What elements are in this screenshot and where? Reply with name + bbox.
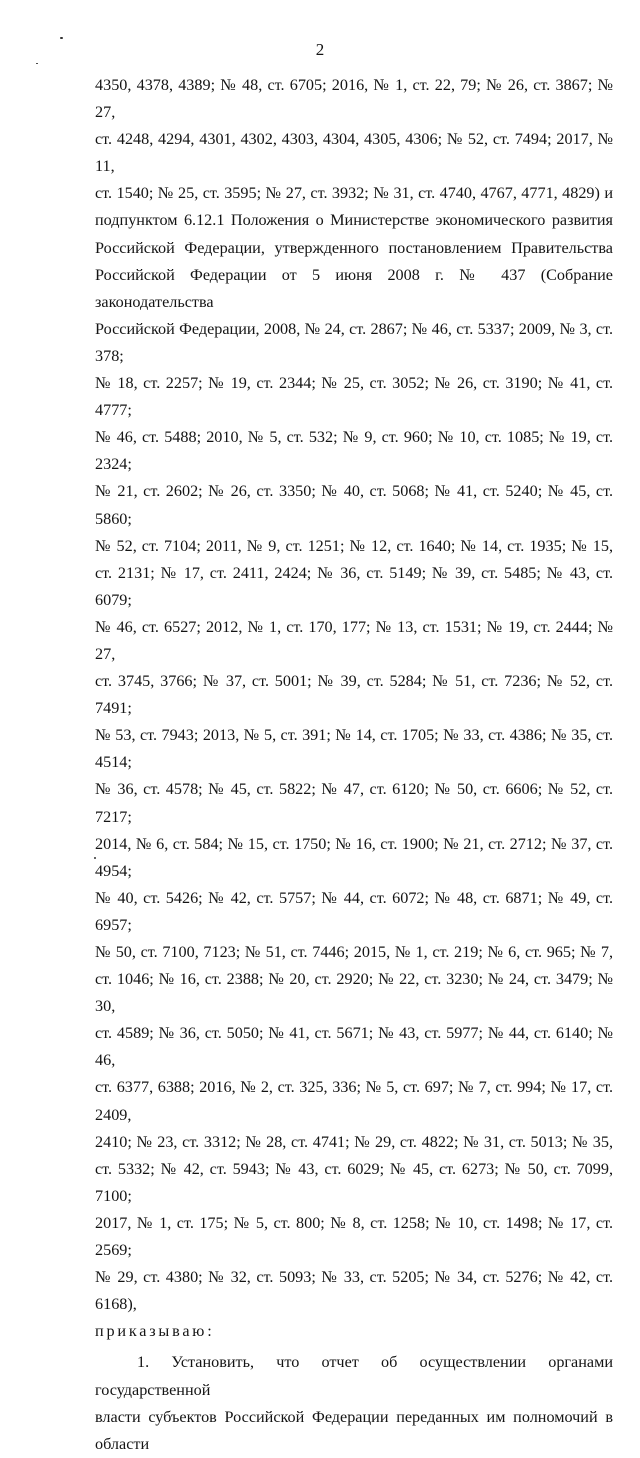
page-number: 2: [315, 40, 325, 59]
text-line: № 52, ст. 7104; 2011, № 9, ст. 1251; № 12, ст. 1640; № 14, ст. 1935; № 15,: [95, 536, 613, 555]
text-line: № 40, ст. 5426; № 42, ст. 5757; № 44, ст. 6072; № 48, ст. 6871; № 49, ст. 6957;: [95, 888, 613, 934]
text-line: Российской Федерации от 5 июня 2008 г. № 437 (Собрание законодательства: [95, 265, 613, 311]
text-line: ст. 5332; № 42, ст. 5943; № 43, ст. 6029; № 45, ст. 6273; № 50, ст. 7099, 7100;: [95, 1159, 613, 1205]
text-line: ст. 4589; № 36, ст. 5050; № 41, ст. 5671; № 43, ст. 5977; № 44, ст. 6140; № 46,: [95, 1024, 613, 1070]
text-line: Российской Федерации, утвержденного постановлением Правительства: [95, 238, 613, 257]
text-line: № 46, ст. 6527; 2012, № 1, ст. 170, 177; № 13, ст. 1531; № 19, ст. 2444; № 27,: [95, 617, 613, 663]
item-1-line: 1. Установить, что отчет об осуществлении органами государственной: [95, 1353, 613, 1399]
order-word: приказываю:: [95, 1322, 215, 1341]
text-line: № 50, ст. 7100, 7123; № 51, ст. 7446; 2015, № 1, ст. 219; № 6, ст. 965; № 7,: [95, 943, 613, 961]
text-line: подпунктом 6.12.1 Положения о Министерстве экономического развития: [95, 211, 613, 230]
text-line: ст. 4248, 4294, 4301, 4302, 4303, 4304, 4305, 4306; № 52, ст. 7494; 2017, № 11,: [95, 130, 613, 176]
text-line: № 21, ст. 2602; № 26, ст. 3350; № 40, ст. 5068; № 41, ст. 5240; № 45, ст. 5860;: [95, 482, 613, 528]
document-body: [95, 72, 613, 1458]
text-line: № 18, ст. 2257; № 19, ст. 2344; № 25, ст. 3052; № 26, ст. 3190; № 41, ст. 4777;: [95, 374, 613, 420]
text-line: № 29, ст. 4380; № 32, ст. 5093; № 33, ст. 5205; № 34, ст. 5276; № 42, ст. 6168),: [95, 1268, 613, 1314]
text-line: ст. 1046; № 16, ст. 2388; № 20, ст. 2920; № 22, ст. 3230; № 24, ст. 3479; № 30,: [95, 970, 613, 1016]
scan-speck: [60, 37, 63, 39]
text-line: ст. 6377, 6388; 2016, № 2, ст. 325, 336; № 5, ст. 697; № 7, ст. 994; № 17, ст. 2409,: [95, 1078, 613, 1124]
text-line: № 36, ст. 4578; № 45, ст. 5822; № 47, ст. 6120; № 50, ст. 6606; № 52, ст. 7217;: [95, 780, 613, 826]
text-line: № 46, ст. 5488; 2010, № 5, ст. 532; № 9, ст. 960; № 10, ст. 1085; № 19, ст. 2324;: [95, 428, 613, 474]
text-line: Российской Федерации, 2008, № 24, ст. 2867; № 46, ст. 5337; 2009, № 3, ст. 378;: [95, 319, 613, 365]
scan-speck: [36, 63, 38, 64]
text-line: ст. 3745, 3766; № 37, ст. 5001; № 39, ст. 5284; № 51, ст. 7236; № 52, ст. 7491;: [95, 672, 613, 718]
text-line: 2017, № 1, ст. 175; № 5, ст. 800; № 8, ст. 1258; № 10, ст. 1498; № 17, ст. 2569;: [95, 1213, 613, 1260]
text-line: ст. 1540; № 25, ст. 3595; № 27, ст. 3932; № 31, ст. 4740, 4767, 4771, 4829) и: [95, 184, 613, 203]
text-line: ст. 2131; № 17, ст. 2411, 2424; № 36, ст. 5149; № 39, ст. 5485; № 43, ст. 6079;: [95, 563, 613, 609]
text-line: 2410; № 23, ст. 3312; № 28, ст. 4741; № 29, ст. 4822; № 31, ст. 5013; № 35,: [95, 1132, 613, 1151]
text-line: 2014, № 6, ст. 584; № 15, ст. 1750; № 16, ст. 1900; № 21, ст. 2712; № 37, ст. 4954;: [95, 834, 613, 880]
text-line: 4350, 4378, 4389; № 48, ст. 6705; 2016, № 1, ст. 22, 79; № 26, ст. 3867; № 27,: [95, 76, 613, 122]
text-line: № 53, ст. 7943; 2013, № 5, ст. 391; № 14, ст. 1705; № 33, ст. 4386; № 35, ст. 4514;: [95, 726, 613, 772]
item-1-line: власти субъектов Российской Федерации переданных им полномочий в области: [95, 1407, 613, 1453]
